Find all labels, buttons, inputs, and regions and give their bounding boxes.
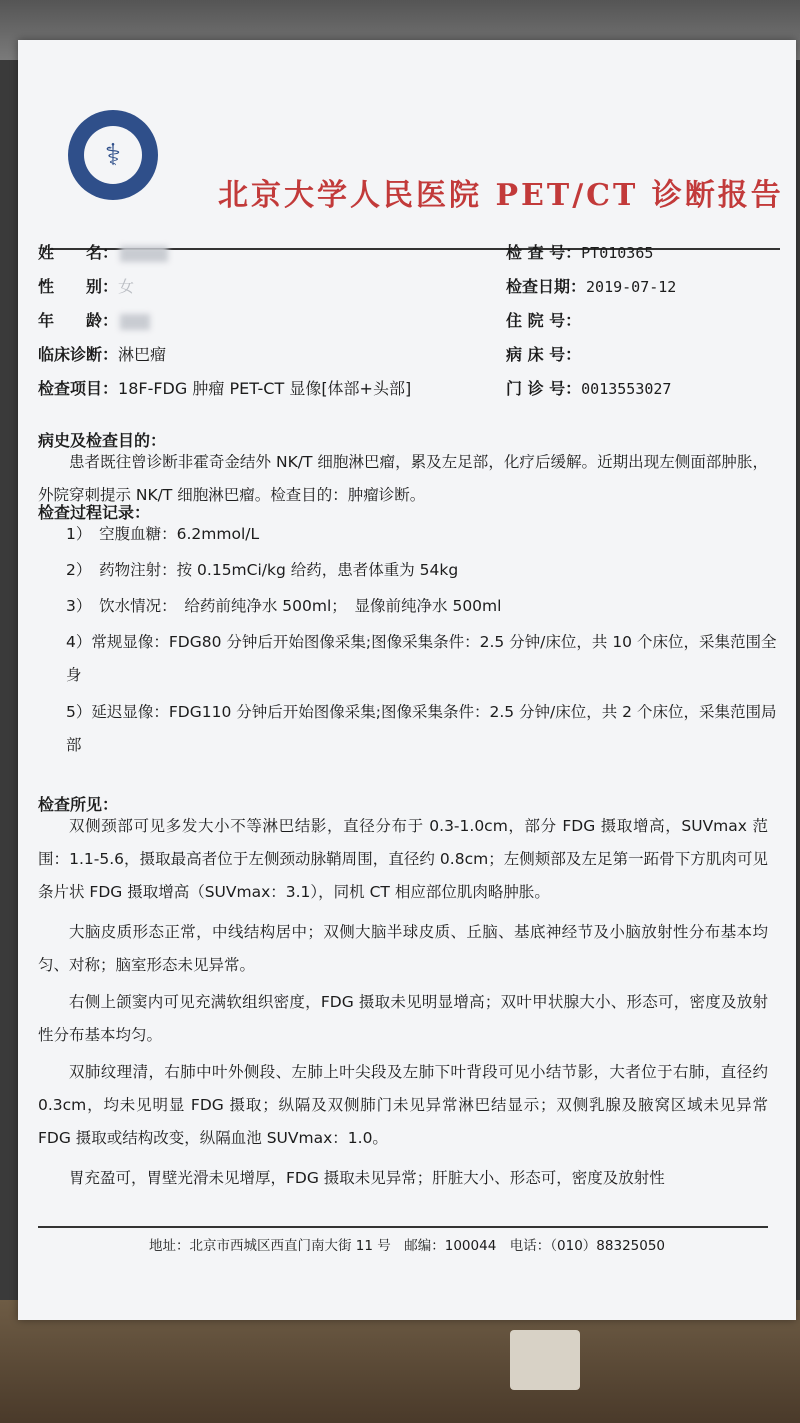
field-bed-no [506, 342, 581, 365]
field-diagnosis [38, 342, 166, 365]
field-exam-item [38, 376, 411, 399]
outpatient-label: 门 诊 号： [506, 379, 582, 398]
exam-no-value: PT010365 [581, 244, 654, 262]
findings-heading: 检查所见： [38, 795, 119, 814]
footer-address: 地址：北京市西城区西直门南大街 11 号 邮编：100044 电话：（010）88325050 [148, 1238, 666, 1254]
procedure-step: 1） 空腹血糖：6.2mmol/L [66, 525, 260, 543]
sex-value: 女 [118, 277, 135, 296]
footer-divider [38, 1226, 768, 1228]
field-inpatient-no [506, 308, 581, 331]
findings-paragraph: 右侧上颌窦内可见充满软组织密度，FDG 摄取未见明显增高；双叶甲状腺大小、形态可，密度及放射性分布基本均匀。 [38, 993, 768, 1044]
sex-label: 性 别： [38, 277, 119, 296]
exam-date-value: 2019-07-12 [586, 278, 677, 296]
field-age [38, 308, 150, 331]
seal-emblem: ⚕ [84, 126, 142, 184]
diagnosis-label: 临床诊断： [38, 345, 119, 364]
field-sex [38, 274, 134, 297]
exam-date-label: 检查日期： [506, 277, 587, 296]
report-page [18, 40, 796, 1320]
outpatient-value: 0013553027 [581, 380, 672, 398]
field-exam-date [506, 274, 676, 297]
exam-item-label: 检查项目： [38, 379, 119, 398]
procedure-step: 5）延迟显像：FDG110 分钟后开始图像采集;图像采集条件：2.5 分钟/床位，共 2 个床位，采集范围局部 [66, 703, 777, 754]
procedure-heading: 检查过程记录： [38, 503, 151, 522]
field-outpatient-no [506, 376, 671, 399]
desk-object [510, 1330, 580, 1390]
history-text: 患者既往曾诊断非霍奇金结外 NK/T 细胞淋巴瘤，累及左足部，化疗后缓解。近期出现左侧面部肿胀，外院穿刺提示 NK/T 细胞淋巴瘤。检查目的：肿瘤诊断。 [38, 453, 768, 504]
procedure-step: 2） 药物注射：按 0.15mCi/kg 给药，患者体重为 54kg [66, 561, 459, 579]
bed-label: 病 床 号： [506, 345, 582, 364]
inpatient-label: 住 院 号： [506, 311, 582, 330]
redacted-name [120, 246, 168, 262]
exam-item-value: 18F-FDG 肿瘤 PET-CT 显像[体部+头部] [118, 379, 412, 398]
procedure-step: 3） 饮水情况： 给药前纯净水 500ml； 显像前纯净水 500ml [66, 597, 502, 615]
field-name [38, 240, 168, 263]
age-label: 年 龄： [38, 311, 119, 330]
findings-paragraph: 双肺纹理清，右肺中叶外侧段、左肺上叶尖段及左肺下叶背段可见小结节影，大者位于右肺，直径约 0.3cm，均未见明显 FDG 摄取；纵隔及双侧肺门未见异常淋巴结显示；双侧乳腺及腋窝区域未见异常 FDG 摄取或结构改变，纵隔血池 SUVmax：1.0。 [38, 1063, 768, 1147]
name-label: 姓 名： [38, 243, 119, 262]
hospital-seal-icon [68, 110, 158, 200]
exam-no-label: 检 查 号： [506, 243, 582, 262]
procedure-step: 4）常规显像：FDG80 分钟后开始图像采集;图像采集条件：2.5 分钟/床位，共 10 个床位，采集范围全身 [66, 633, 777, 684]
field-exam-no [506, 240, 653, 263]
findings-paragraph: 大脑皮质形态正常，中线结构居中；双侧大脑半球皮质、丘脑、基底神经节及小脑放射性分布基本均匀、对称；脑室形态未见异常。 [38, 923, 768, 974]
history-heading: 病史及检查目的： [38, 431, 167, 450]
report-title: 北京大学人民医院 PET/CT 诊断报告 [218, 178, 784, 213]
redacted-age [120, 314, 150, 330]
diagnosis-value: 淋巴瘤 [118, 345, 167, 364]
findings-paragraph: 胃充盈可，胃壁光滑未见增厚，FDG 摄取未见异常；肝脏大小、形态可，密度及放射性 [69, 1169, 665, 1187]
findings-paragraph: 双侧颈部可见多发大小不等淋巴结影，直径分布于 0.3-1.0cm，部分 FDG 摄取增高，SUVmax 范围：1.1-5.6，摄取最高者位于左侧颈动脉鞘周围，直径约 0.8cm；左侧颊部及左足第一跖骨下方肌肉可见条片状 FDG 摄取增高（SUVmax：3.1），同机 CT 相应部位肌肉略肿胀。 [38, 817, 768, 901]
